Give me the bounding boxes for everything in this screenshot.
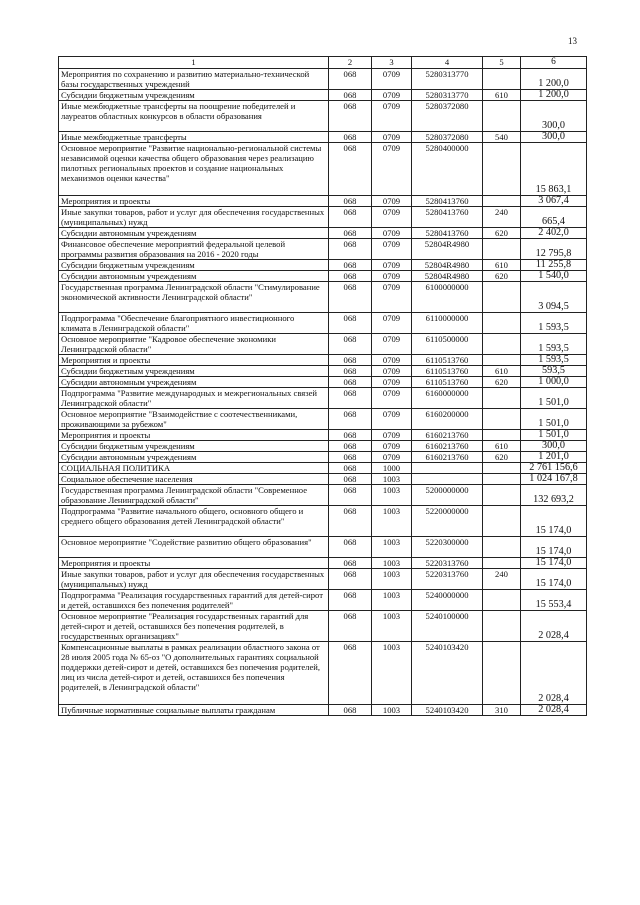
cell-section: 0709 (372, 239, 412, 260)
table-row (59, 642, 587, 705)
table-row (59, 355, 587, 366)
cell-section: 1003 (372, 642, 412, 705)
table-row (59, 474, 587, 485)
cell-target-code: 5280400000 (412, 143, 483, 196)
cell-expense-type: 610 (483, 90, 521, 101)
table-row (59, 228, 587, 239)
cell-expense-type (483, 409, 521, 430)
cell-expense-type: 240 (483, 207, 521, 228)
cell-expense-type: 620 (483, 377, 521, 388)
cell-ministry: 068 (329, 558, 372, 569)
cell-amount: 11 255,8 (521, 260, 587, 271)
table-row (59, 207, 587, 228)
cell-amount: 1 200,0 (521, 69, 587, 90)
cell-section: 1000 (372, 463, 412, 474)
cell-expense-type (483, 506, 521, 537)
cell-ministry: 068 (329, 355, 372, 366)
cell-expense-type: 620 (483, 271, 521, 282)
cell-name: Субсидии бюджетным учреждениям (59, 441, 329, 452)
cell-target-code: 52804R4980 (412, 239, 483, 260)
cell-ministry: 068 (329, 334, 372, 355)
cell-section: 1003 (372, 474, 412, 485)
cell-section: 0709 (372, 430, 412, 441)
cell-section: 0709 (372, 69, 412, 90)
cell-name: Иные межбюджетные трансферты на поощрение победителей и лауреатов областных конкурсов в области образования (59, 101, 329, 132)
cell-expense-type: 610 (483, 441, 521, 452)
table-row (59, 485, 587, 506)
cell-ministry: 068 (329, 409, 372, 430)
cell-amount: 1 593,5 (521, 334, 587, 355)
cell-ministry: 068 (329, 282, 372, 313)
cell-ministry: 068 (329, 506, 372, 537)
cell-amount: 1 201,0 (521, 452, 587, 463)
cell-ministry: 068 (329, 569, 372, 590)
cell-target-code: 6160213760 (412, 452, 483, 463)
cell-target-code: 5240000000 (412, 590, 483, 611)
cell-ministry: 068 (329, 452, 372, 463)
cell-name: Подпрограмма "Развитие начального общего, основного общего и среднего общего образования детей Ленинградской области" (59, 506, 329, 537)
table-row (59, 388, 587, 409)
cell-section: 0709 (372, 271, 412, 282)
cell-target-code: 5240103420 (412, 705, 483, 716)
cell-ministry: 068 (329, 228, 372, 239)
cell-section: 1003 (372, 569, 412, 590)
cell-ministry: 068 (329, 590, 372, 611)
cell-name: Основное мероприятие "Реализация государственных гарантий для детей-сирот и детей, оставшихся без попечения родителей, в государственных организациях" (59, 611, 329, 642)
cell-section: 1003 (372, 506, 412, 537)
cell-target-code: 52804R4980 (412, 271, 483, 282)
cell-amount: 2 761 156,6 (521, 463, 587, 474)
column-number-row (59, 57, 587, 69)
table-row (59, 537, 587, 558)
column-number: 6 (521, 57, 587, 69)
table-row (59, 430, 587, 441)
table-row (59, 313, 587, 334)
cell-expense-type (483, 590, 521, 611)
cell-name: Субсидии автономным учреждениям (59, 228, 329, 239)
cell-expense-type (483, 101, 521, 132)
cell-expense-type (483, 196, 521, 207)
cell-target-code: 5280313770 (412, 90, 483, 101)
cell-section: 0709 (372, 355, 412, 366)
cell-ministry: 068 (329, 239, 372, 260)
cell-name: Субсидии автономным учреждениям (59, 452, 329, 463)
cell-ministry: 068 (329, 642, 372, 705)
cell-target-code: 5220000000 (412, 506, 483, 537)
page-number: 13 (568, 36, 577, 46)
cell-amount: 1 540,0 (521, 271, 587, 282)
cell-amount: 132 693,2 (521, 485, 587, 506)
cell-section: 0709 (372, 388, 412, 409)
cell-name: Государственная программа Ленинградской области "Современное образование Ленинградской области" (59, 485, 329, 506)
table-row (59, 260, 587, 271)
cell-name: СОЦИАЛЬНАЯ ПОЛИТИКА (59, 463, 329, 474)
cell-target-code: 6160213760 (412, 430, 483, 441)
cell-ministry: 068 (329, 69, 372, 90)
column-number: 3 (372, 57, 412, 69)
table-row (59, 452, 587, 463)
table-row (59, 506, 587, 537)
table-row (59, 590, 587, 611)
cell-ministry: 068 (329, 537, 372, 558)
cell-name: Субсидии автономным учреждениям (59, 271, 329, 282)
cell-expense-type (483, 463, 521, 474)
cell-name: Субсидии автономным учреждениям (59, 377, 329, 388)
column-number: 2 (329, 57, 372, 69)
cell-amount: 15 863,1 (521, 143, 587, 196)
cell-name: Мероприятия и проекты (59, 196, 329, 207)
cell-target-code: 5200000000 (412, 485, 483, 506)
cell-name: Основное мероприятие "Взаимодействие с соотечественниками, проживающими за рубежом" (59, 409, 329, 430)
cell-expense-type (483, 69, 521, 90)
cell-target-code: 6110513760 (412, 355, 483, 366)
cell-target-code: 5220300000 (412, 537, 483, 558)
cell-name: Иные закупки товаров, работ и услуг для обеспечения государственных (муниципальных) нужд (59, 569, 329, 590)
cell-target-code: 6110513760 (412, 377, 483, 388)
cell-expense-type (483, 485, 521, 506)
cell-section: 0709 (372, 101, 412, 132)
cell-amount: 15 174,0 (521, 506, 587, 537)
cell-amount: 15 174,0 (521, 558, 587, 569)
cell-name: Субсидии бюджетным учреждениям (59, 90, 329, 101)
cell-target-code: 5280313770 (412, 69, 483, 90)
table-row (59, 101, 587, 132)
cell-target-code: 5280413760 (412, 196, 483, 207)
cell-target-code: 6100000000 (412, 282, 483, 313)
cell-ministry: 068 (329, 101, 372, 132)
cell-ministry: 068 (329, 441, 372, 452)
cell-target-code: 5280372080 (412, 132, 483, 143)
table-row (59, 409, 587, 430)
cell-ministry: 068 (329, 377, 372, 388)
cell-expense-type (483, 334, 521, 355)
column-number: 5 (483, 57, 521, 69)
cell-name: Социальное обеспечение населения (59, 474, 329, 485)
cell-section: 0709 (372, 313, 412, 334)
cell-name: Иные межбюджетные трансферты (59, 132, 329, 143)
cell-name: Основное мероприятие "Развитие национально-региональной системы независимой оценки качества общего образования через реализацию пилотных региональных проектов и создание национальных механизмов оценки качества" (59, 143, 329, 196)
cell-ministry: 068 (329, 366, 372, 377)
cell-name: Мероприятия по сохранению и развитию материально-технической базы государственных учреждений (59, 69, 329, 90)
cell-amount: 665,4 (521, 207, 587, 228)
cell-section: 0709 (372, 207, 412, 228)
table-row (59, 90, 587, 101)
cell-ministry: 068 (329, 132, 372, 143)
table-row (59, 132, 587, 143)
cell-expense-type: 620 (483, 452, 521, 463)
cell-ministry: 068 (329, 313, 372, 334)
cell-target-code: 6110000000 (412, 313, 483, 334)
cell-section: 0709 (372, 366, 412, 377)
cell-section: 0709 (372, 441, 412, 452)
cell-ministry: 068 (329, 271, 372, 282)
cell-section: 1003 (372, 537, 412, 558)
cell-name: Мероприятия и проекты (59, 430, 329, 441)
cell-ministry: 068 (329, 260, 372, 271)
cell-target-code: 6160200000 (412, 409, 483, 430)
table-row (59, 282, 587, 313)
cell-amount: 1 593,5 (521, 313, 587, 334)
cell-expense-type: 610 (483, 366, 521, 377)
cell-target-code: 6160000000 (412, 388, 483, 409)
table-row (59, 377, 587, 388)
cell-target-code: 5280413760 (412, 207, 483, 228)
cell-name: Основное мероприятие "Кадровое обеспечение экономики Ленинградской области" (59, 334, 329, 355)
cell-section: 0709 (372, 409, 412, 430)
cell-section: 1003 (372, 705, 412, 716)
budget-table (58, 56, 587, 716)
cell-expense-type (483, 239, 521, 260)
table-row (59, 334, 587, 355)
cell-expense-type (483, 642, 521, 705)
cell-expense-type (483, 143, 521, 196)
cell-amount: 1 200,0 (521, 90, 587, 101)
table-row (59, 705, 587, 716)
cell-name: Субсидии бюджетным учреждениям (59, 366, 329, 377)
cell-name: Иные закупки товаров, работ и услуг для обеспечения государственных (муниципальных) нужд (59, 207, 329, 228)
cell-expense-type: 610 (483, 260, 521, 271)
cell-section: 1003 (372, 611, 412, 642)
cell-section: 0709 (372, 90, 412, 101)
cell-amount: 300,0 (521, 132, 587, 143)
cell-expense-type: 620 (483, 228, 521, 239)
cell-ministry: 068 (329, 388, 372, 409)
cell-name: Государственная программа Ленинградской области "Стимулирование экономической активности Ленинградской области" (59, 282, 329, 313)
cell-expense-type (483, 611, 521, 642)
cell-expense-type (483, 537, 521, 558)
cell-section: 0709 (372, 260, 412, 271)
table-row (59, 558, 587, 569)
cell-name: Подпрограмма "Развитие международных и межрегиональных связей Ленинградской области" (59, 388, 329, 409)
table-row (59, 611, 587, 642)
table-row (59, 441, 587, 452)
cell-section: 1003 (372, 558, 412, 569)
cell-target-code (412, 474, 483, 485)
cell-target-code (412, 463, 483, 474)
cell-expense-type: 310 (483, 705, 521, 716)
cell-target-code: 5240103420 (412, 642, 483, 705)
cell-amount: 1 501,0 (521, 409, 587, 430)
cell-name: Основное мероприятие "Содействие развитию общего образования" (59, 537, 329, 558)
cell-amount: 2 028,4 (521, 705, 587, 716)
cell-target-code: 5220313760 (412, 558, 483, 569)
cell-name: Мероприятия и проекты (59, 558, 329, 569)
cell-amount: 1 000,0 (521, 377, 587, 388)
cell-name: Мероприятия и проекты (59, 355, 329, 366)
cell-section: 0709 (372, 132, 412, 143)
cell-target-code: 6110513760 (412, 366, 483, 377)
cell-name: Финансовое обеспечение мероприятий федеральной целевой программы развития образования на 2016 - 2020 годы (59, 239, 329, 260)
cell-target-code: 5220313760 (412, 569, 483, 590)
table-row (59, 569, 587, 590)
cell-expense-type (483, 388, 521, 409)
cell-expense-type (483, 558, 521, 569)
cell-amount: 3 067,4 (521, 196, 587, 207)
table-row (59, 143, 587, 196)
cell-amount: 300,0 (521, 101, 587, 132)
cell-name: Подпрограмма "Реализация государственных гарантий для детей-сирот и детей, оставшихся без попечения родителей" (59, 590, 329, 611)
cell-section: 0709 (372, 143, 412, 196)
cell-amount: 300,0 (521, 441, 587, 452)
cell-section: 0709 (372, 334, 412, 355)
cell-amount: 2 028,4 (521, 642, 587, 705)
cell-amount: 2 028,4 (521, 611, 587, 642)
cell-expense-type (483, 282, 521, 313)
cell-amount: 1 024 167,8 (521, 474, 587, 485)
cell-section: 0709 (372, 377, 412, 388)
cell-amount: 15 553,4 (521, 590, 587, 611)
cell-target-code: 5240100000 (412, 611, 483, 642)
cell-target-code: 5280372080 (412, 101, 483, 132)
cell-amount: 1 501,0 (521, 388, 587, 409)
cell-ministry: 068 (329, 485, 372, 506)
cell-expense-type (483, 355, 521, 366)
cell-target-code: 6160213760 (412, 441, 483, 452)
cell-expense-type: 240 (483, 569, 521, 590)
cell-target-code: 5280413760 (412, 228, 483, 239)
cell-name: Компенсационные выплаты в рамках реализации областного закона от 28 июля 2005 года № 65-оз "О дополнительных гарантиях социальной поддержки детей-сирот и детей, оставшихся без попечения родителей, лиц из числа детей-сирот и детей, оставшихся без попечения родителей, в Ленинградской области" (59, 642, 329, 705)
cell-amount: 15 174,0 (521, 537, 587, 558)
cell-name: Субсидии бюджетным учреждениям (59, 260, 329, 271)
cell-ministry: 068 (329, 430, 372, 441)
cell-amount: 15 174,0 (521, 569, 587, 590)
table-row (59, 196, 587, 207)
cell-ministry: 068 (329, 90, 372, 101)
cell-amount: 12 795,8 (521, 239, 587, 260)
column-number: 1 (59, 57, 329, 69)
cell-expense-type (483, 313, 521, 334)
cell-section: 1003 (372, 485, 412, 506)
cell-section: 0709 (372, 282, 412, 313)
cell-name: Подпрограмма "Обеспечение благоприятного инвестиционного климата в Ленинградской области" (59, 313, 329, 334)
table-row (59, 69, 587, 90)
table-row (59, 271, 587, 282)
cell-ministry: 068 (329, 207, 372, 228)
cell-expense-type (483, 474, 521, 485)
column-number: 4 (412, 57, 483, 69)
cell-section: 0709 (372, 228, 412, 239)
cell-amount: 3 094,5 (521, 282, 587, 313)
cell-ministry: 068 (329, 611, 372, 642)
cell-ministry: 068 (329, 196, 372, 207)
table-row (59, 239, 587, 260)
cell-ministry: 068 (329, 474, 372, 485)
cell-section: 0709 (372, 452, 412, 463)
cell-target-code: 52804R4980 (412, 260, 483, 271)
table-row (59, 366, 587, 377)
cell-expense-type (483, 430, 521, 441)
cell-amount: 1 501,0 (521, 430, 587, 441)
cell-name: Публичные нормативные социальные выплаты гражданам (59, 705, 329, 716)
table-row (59, 463, 587, 474)
cell-ministry: 068 (329, 463, 372, 474)
cell-expense-type: 540 (483, 132, 521, 143)
cell-amount: 593,5 (521, 366, 587, 377)
cell-amount: 1 593,5 (521, 355, 587, 366)
cell-ministry: 068 (329, 143, 372, 196)
cell-target-code: 6110500000 (412, 334, 483, 355)
cell-section: 0709 (372, 196, 412, 207)
cell-ministry: 068 (329, 705, 372, 716)
cell-section: 1003 (372, 590, 412, 611)
cell-amount: 2 402,0 (521, 228, 587, 239)
